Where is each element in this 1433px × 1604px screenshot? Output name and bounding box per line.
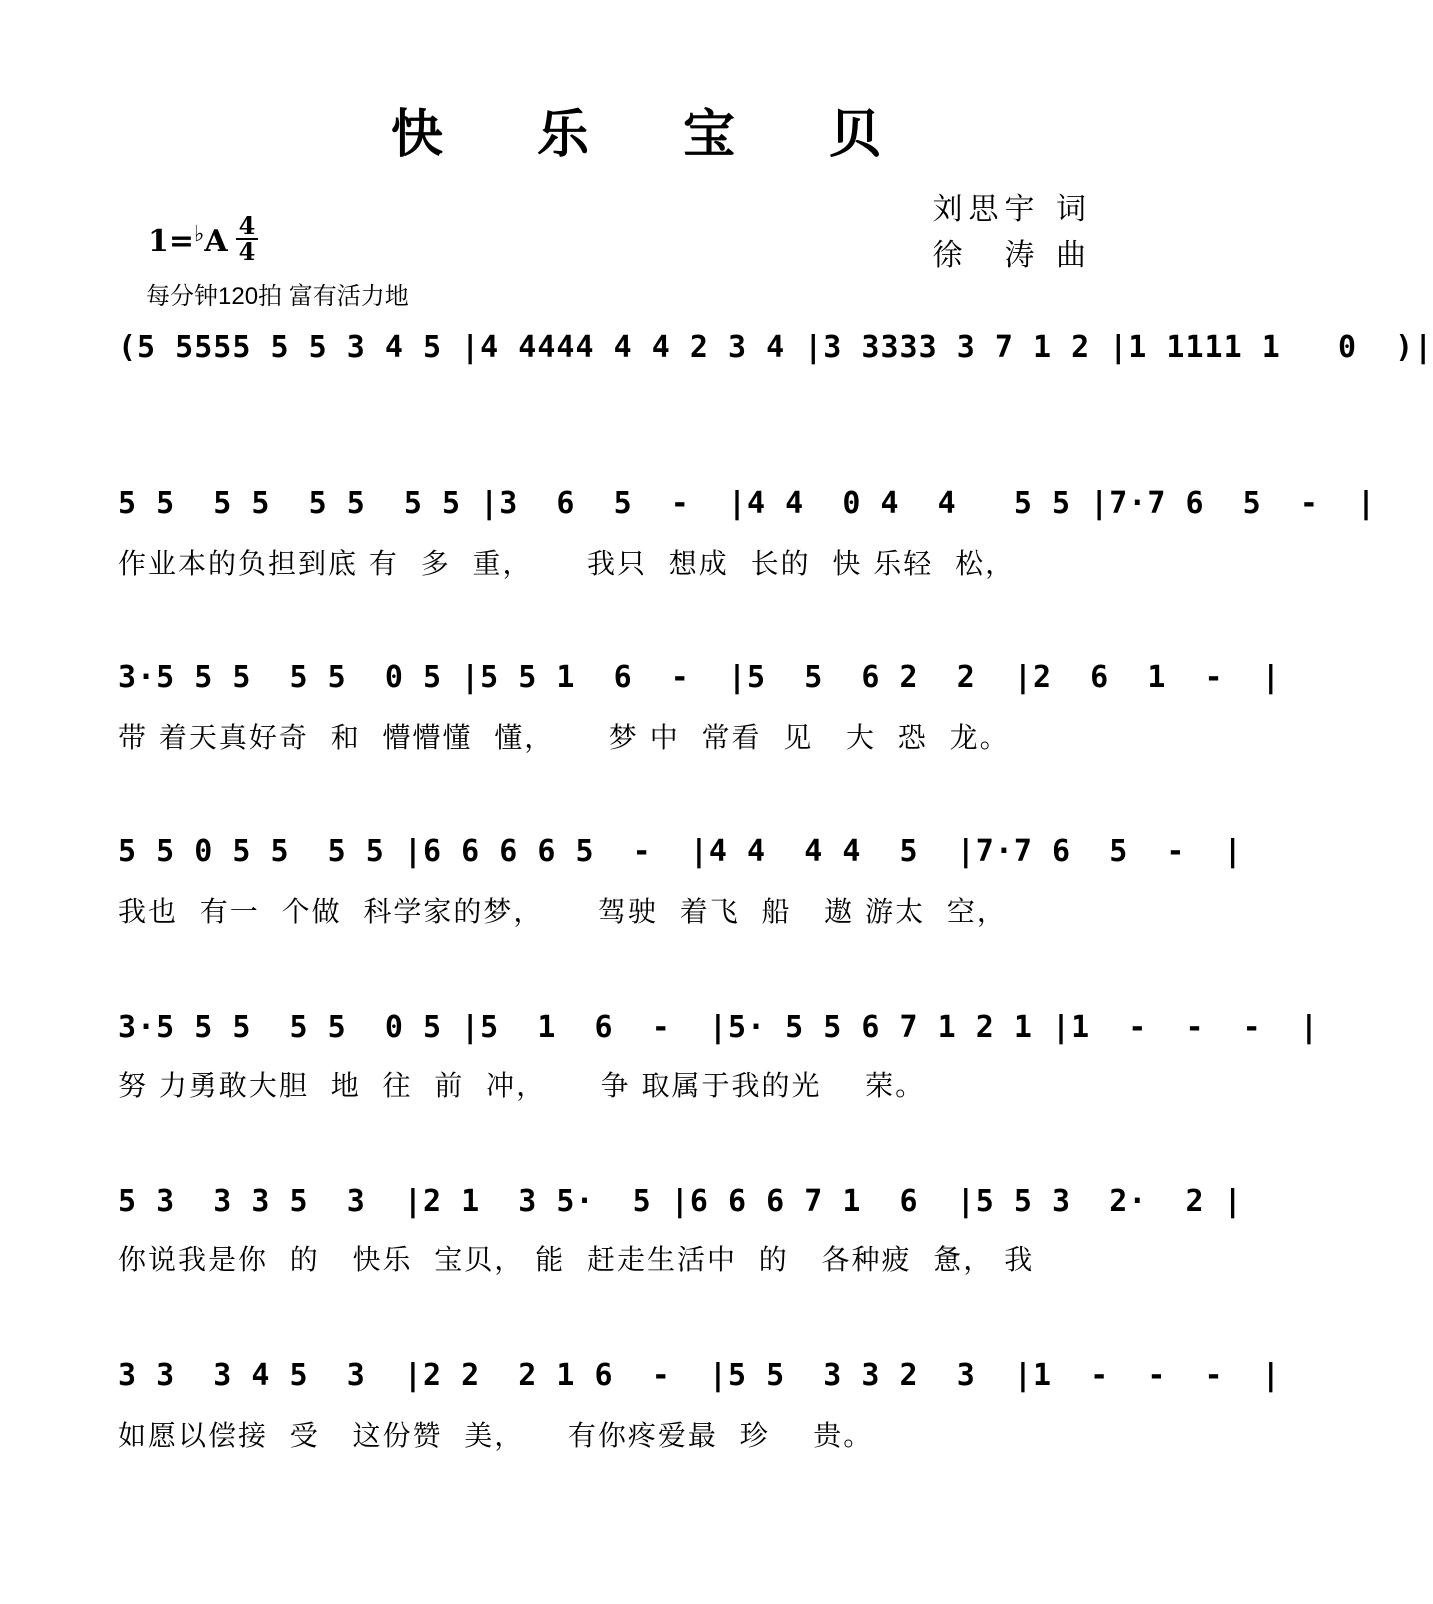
line-3-lyrics: 我也 有一 个做 科学家的梦， 驾驶 着飞 船 遨 游太 空， — [118, 895, 1007, 928]
time-signature — [236, 211, 258, 266]
key-signature — [148, 222, 228, 259]
line-1-lyrics: 作业本的负担到底 有 多 重， 我只 想成 长的 快 乐轻 松， — [118, 547, 1016, 580]
time-signature-top: 4 — [238, 211, 256, 240]
time-signature-bottom: 4 — [236, 238, 258, 264]
song-title: 快 乐 宝 贝 — [390, 104, 920, 165]
flat-symbol: ♭ — [194, 222, 205, 247]
line-4-notes: 3·5 5 5 5 5 0 5 |5 1 6 - |5· 5 5 6 7 1 2 1 |1 - - - | — [118, 1010, 1319, 1045]
composer-credit: 徐 涛 曲 — [932, 238, 1092, 273]
line-3-notes: 5 5 0 5 5 5 5 |6 6 6 6 5 - |4 4 4 4 5 |7·7 6 5 - | — [118, 834, 1243, 869]
line-1-notes: 5 5 5 5 5 5 5 5 |3 6 5 - |4 4 0 4 4 5 5 |7·7 6 5 - | — [118, 486, 1377, 521]
line-6-lyrics: 如愿以偿接 受 这份赞 美， 有你疼爱最 珍 贵。 — [118, 1419, 874, 1452]
key-note: A — [204, 224, 228, 259]
line-2-notes: 3·5 5 5 5 5 0 5 |5 5 1 6 - |5 5 6 2 2 |2 6 1 - | — [118, 660, 1281, 695]
tempo-marking: 每分钟120拍 富有活力地 — [146, 283, 409, 310]
line-5-lyrics: 你说我是你 的 快乐 宝贝， 能 赶走生活中 的 各种疲 惫， 我 — [118, 1243, 1035, 1276]
key-prefix: 1= — [148, 224, 195, 259]
line-4-lyrics: 努 力勇敢大胆 地 往 前 冲， 争 取属于我的光 荣。 — [118, 1069, 926, 1102]
line-6-notes: 3 3 3 4 5 3 |2 2 2 1 6 - |5 5 3 3 2 3 |1 - - - | — [118, 1358, 1281, 1393]
lyricist-credit: 刘思宇 词 — [932, 192, 1092, 227]
line-5-notes: 5 3 3 3 5 3 |2 1 3 5· 5 |6 6 6 7 1 6 |5 5 3 2· 2 | — [118, 1184, 1243, 1219]
line-2-lyrics: 带 着天真好奇 和 懵懵懂 懂， 梦 中 常看 见 大 恐 龙。 — [118, 721, 1010, 754]
intro-notes: (5 5555 5 5 3 4 5 |4 4444 4 4 2 3 4 |3 3333 3 7 1 2 |1 1111 1 0 )| — [118, 330, 1433, 365]
